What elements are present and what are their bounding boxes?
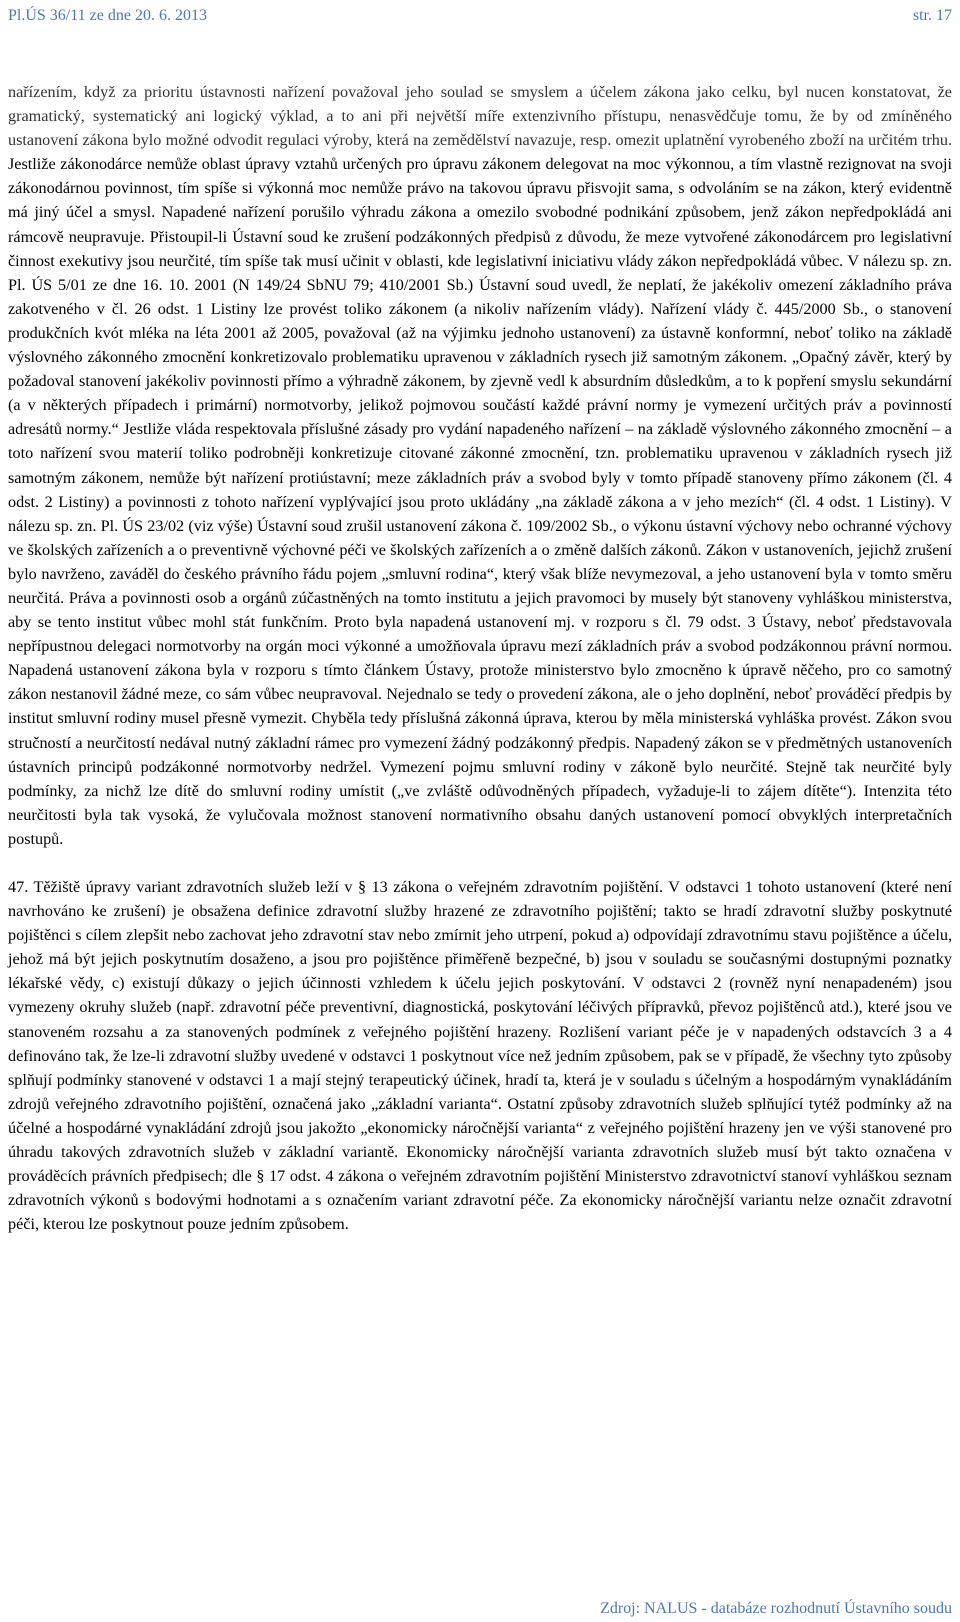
paragraph-main-segment: Jestliže zákonodárce nemůže oblast úpravy vztahů určených pro úpravu zákonem delegovat na moc výkonnou, a tím vlastně rezignovat na svoji zákonodárnou povinnost, tím spíše si výkonná moc nemůže právo na takovou úpravu přisvojit sama, s odvoláním se na zákon, který evidentně má jiný účel a smysl. Napadené nařízení porušilo výhradu zákona a omezilo svobodné podnikání způsobem, jenž zákon nepředpokládá ani rámcově neupravuje. Přistoupil-li Ústavní soud ke zrušení podzákonných předpisů z důvodu, že meze vytvořené zákonodárcem pro legislativní činnost exekutivy jsou neurčité, tím spíše tak musí učinit v oblasti, kde legislativní iniciativu vlády zákon nepředpokládá vůbec. V nálezu sp. zn. Pl. ÚS 5/01 ze dne 16. 10. 2001 (N 149/24 SbNU 79; 410/2001 Sb.) Ústavní soud uvedl, že neplatí, že jakékoliv omezení základního práva zakotveného v čl. 26 odst. 1 Listiny lze provést toliko zákonem (a nikoliv nařízením vlády). Nařízení vlády č. 445/2000 Sb., o stanovení produkčních kvót mléka na léta 2001 až 2005, považoval (až na výjimku jednoho ustanovení) za ústavně konformní, neboť toliko na základě výslovného zákonného zmocnění konkretizovalo problematiku upravenou v základních rysech již samotným zákonem. „Opačný závěr, který by požadoval stanovení jakékoliv povinnosti přímo a výhradně zákonem, by zjevně vedl k absurdním důsledkům, a to k popření smyslu sekundární (a v některých případech i primární) normotvorby, jelikož pojmovou součástí každé právní normy je vymezení určitých práv a povinností adresátů normy.“ Jestliže vláda respektovala příslušné zásady pro vydání napadeného nařízení – na základě výslovného zákonného zmocnění – a toto nařízení svou materií toliko podrobněji konkretizuje citované zákonné zmocnění, tzn. problematiku upravenou v základních rysech již samotným zákonem, nemůže být nařízení protiústavní; meze základních práv a svobod byly v tomto případě stanoveny přímo zákonem (čl. 4 odst. 2 Listiny) a povinnosti z tohoto nařízení vyplývající jsou proto ukládány „na základě zákona a v jeho mezích“ (čl. 4 odst. 1 Listiny). V nálezu sp. zn. Pl. ÚS 23/02 (viz výše) Ústavní soud zrušil ustanovení zákona č. 109/2002 Sb., o výkonu ústavní výchovy nebo ochranné výchovy ve školských zařízeních a o preventivně výchovné péči ve školských zařízeních a o změně dalších zákonů. Zákon v ustanoveních, jejichž zrušení bylo navrženo, zaváděl do českého právního řádu pojem „smluvní rodina“, který však blíže nevymezoval, a jeho ustanovení byla v tomto směru neurčitá. Práva a povinnosti osob a orgánů zúčastněných na tomto institutu a jejich pravomoci by musely být stanoveny vyhláškou ministerstva, aby se tento institut vůbec mohl stát funkčním. Proto byla napadená ustanovení mj. v rozporu s čl. 79 odst. 3 Ústavy, neboť představovala nepřípustnou delegaci normotvorby na orgán moci výkonné a umožňovala úpravu mezí základních práv a svobod podzákonnou právní normou. Napadená ustanovení zákona byla v rozporu s tímto článkem Ústavy, protože ministerstvo bylo zmocněno k úpravě něčeho, pro co samotný zákon nestanovil žádné meze, co sám vůbec neupravoval. Nejednalo se tedy o provedení zákona, ale o jeho doplnění, neboť prováděcí předpis by institut smluvní rodiny musel přesně vymezit. Chyběla tedy příslušná zákonná úprava, kterou by měla ministerská vyhláška provést. Zákon svou stručností a neurčitostí nedával nutný základní rámec pro vymezení žádný podzákonný předpis. Napadený zákon se v předmětných ustanoveních ústavních principů podzákonné normotvorby nedržel. Vymezení pojmu smluvní rodiny v zákoně bylo neurčité. Stejně tak neurčité byly podmínky, za nichž lze dítě do smluvní rodiny umístit („ve zvláště odůvodněných případech, vyžaduje-li to zájem dítěte“). Intenzita této neurčitosti byla tak vysoká, že vylučovala možnost stanovení normativního obsahu daných ustanovení pomocí obvyklých interpretačních postupů. xyxy=(8,155,952,848)
case-reference: Pl.ÚS 36/11 ze dne 20. 6. 2013 xyxy=(8,7,207,24)
page-footer: Zdroj: NALUS - databáze rozhodnutí Ústavního soudu xyxy=(600,1600,952,1617)
paragraph-continuation xyxy=(8,80,952,851)
paragraph-intro-segment: nařízením, když za prioritu ústavnosti nařízení považoval jeho soulad se smyslem a účelem zákona jako celku, byl nucen konstatovat, že gramatický, systematický ani logický výklad, a to ani při největší míře extenzivního přístupu, nenasvědčuje tomu, že by od zmíněného ustanovení zákona bylo možné odvodit regulaci výroby, která na zemědělství navazuje, resp. omezit uplatnění vyrobeného zboží na určitém trhu. xyxy=(8,83,952,150)
document-body xyxy=(8,80,952,1236)
page-number: str. 17 xyxy=(912,7,952,24)
page-header xyxy=(8,4,952,28)
paragraph-47: 47. Těžiště úpravy variant zdravotních služeb leží v § 13 zákona o veřejném zdravotním pojištění. V odstavci 1 tohoto ustanovení (které není navrhováno ke zrušení) je obsažena definice zdravotní služby hrazené ze zdravotního pojištění; takto se hradí zdravotní služby poskytnuté pojištěnci s cílem zlepšit nebo zachovat jeho zdravotní stav nebo zmírnit jeho utrpení, pokud a) odpovídají zdravotnímu stavu pojištěnce a účelu, jehož má být jejich poskytnutím dosaženo, a jsou pro pojištěnce přiměřeně bezpečné, b) jsou v souladu se současnými dostupnými poznatky lékařské vědy, c) existují důkazy o jejich účinnosti vzhledem k účelu jejich poskytování. V odstavci 2 (rovněž nyní nenapadeném) jsou vymezeny okruhy služeb (např. zdravotní péče preventivní, diagnostická, poskytování léčivých přípravků, převoz pojištěnců atd.), které jsou ve stanoveném rozsahu a za stanovených podmínek z veřejného pojištění hrazeny. Rozlišení variant péče je v napadených odstavcích 3 a 4 definováno tak, že lze-li zdravotní služby uvedené v odstavci 1 poskytnout více než jedním způsobem, pak se v případě, že všechny tyto způsoby splňují podmínky stanovené v odstavci 1 a mají stejný terapeutický účinek, hradí ta, která je v souladu s účelným a hospodárným vynakládáním zdrojů veřejného zdravotního pojištění, označená jako „základní varianta“. Ostatní způsoby zdravotních služeb splňující tytéž podmínky až na účelné a hospodárné vynakládání zdrojů jsou jakožto „ekonomicky náročnější varianta“ z veřejného pojištění hrazeny jen ve výši stanovené pro úhradu takových zdravotních služeb v základní variantě. Ekonomicky náročnější varianta zdravotních služeb musí být takto označena v prováděcích právních předpisech; dle § 17 odst. 4 zákona o veřejném zdravotním pojištění Ministerstvo zdravotnictví stanoví vyhláškou seznam zdravotních výkonů s bodovými hodnotami a s označením variant zdravotní péče. Za ekonomicky náročnější variantu nelze označit zdravotní péči, kterou lze poskytnout pouze jedním způsobem. xyxy=(8,878,952,1234)
